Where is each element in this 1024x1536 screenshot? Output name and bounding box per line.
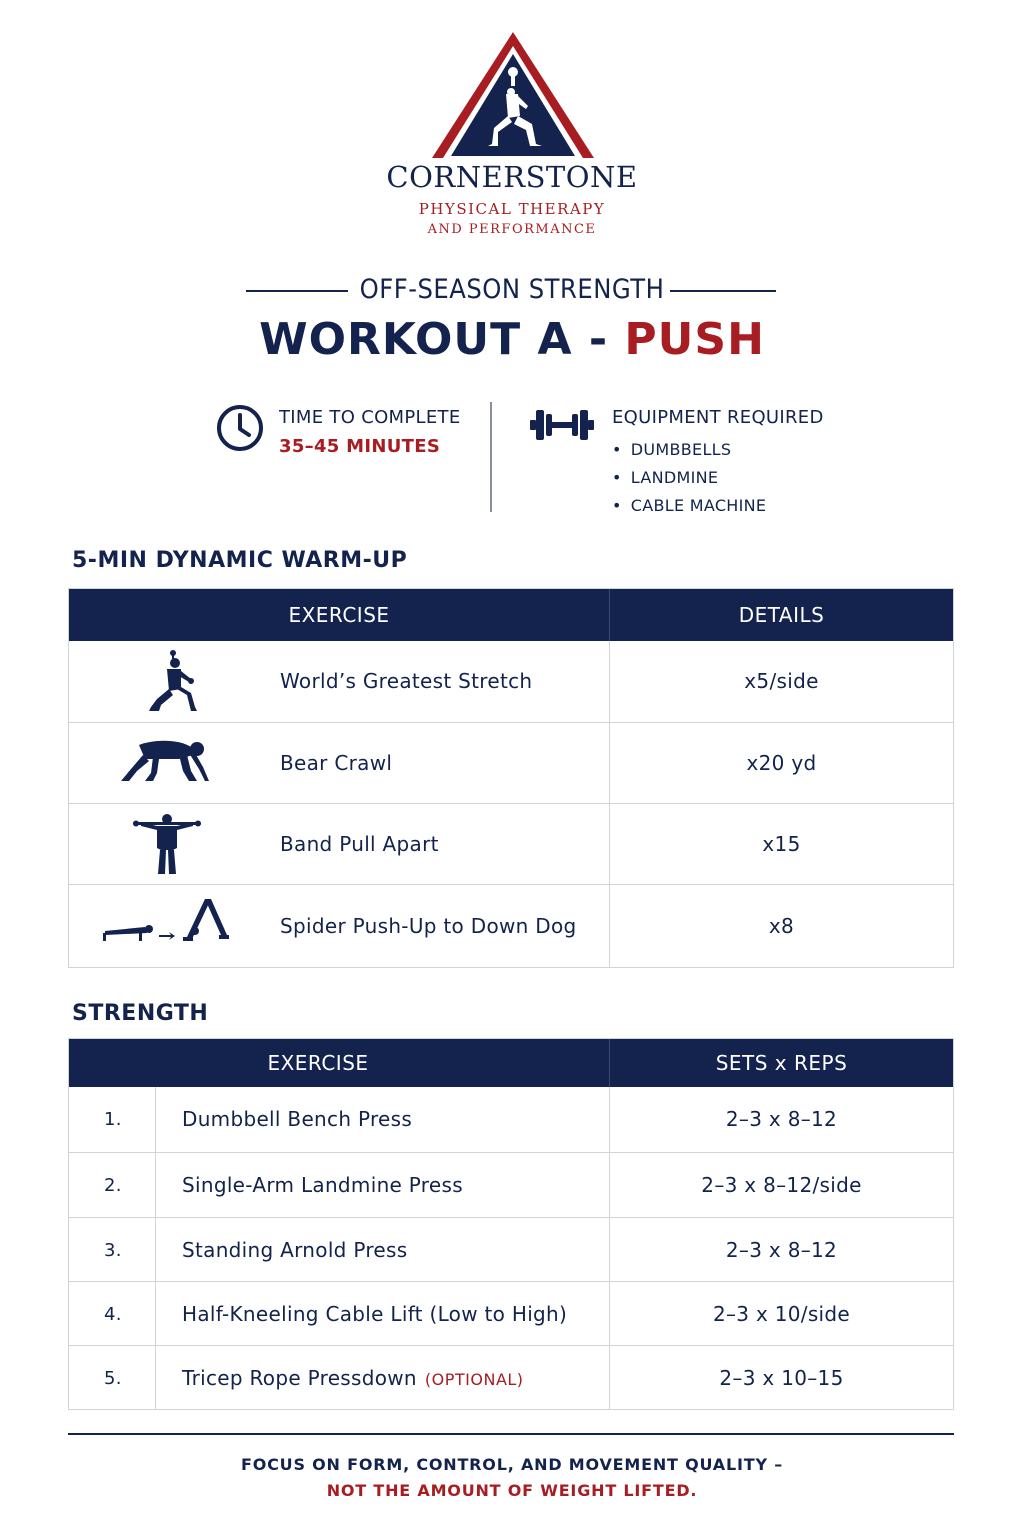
equipment-label: EQUIPMENT REQUIRED	[612, 407, 824, 428]
strength-sets-reps: 2–3 x 8–12	[725, 1107, 838, 1131]
warmup-exercise-details: x5/side	[744, 669, 819, 693]
footer-rule	[68, 1433, 954, 1435]
equipment-item: • DUMBBELLS	[612, 438, 766, 466]
footer-note-line-2: NOT THE AMOUNT OF WEIGHT LIFTED.	[326, 1481, 698, 1500]
table-row	[69, 1152, 953, 1217]
time-label: TIME TO COMPLETE	[279, 407, 461, 428]
info-divider	[490, 402, 492, 512]
footer-note-line-1: FOCUS ON FORM, CONTROL, AND MOVEMENT QUALITY –	[240, 1455, 784, 1474]
table-row	[69, 722, 953, 803]
pushup-to-down-dog-icon	[101, 897, 231, 945]
warmup-section-title: 5-MIN DYNAMIC WARM-UP	[72, 548, 408, 573]
strength-table	[68, 1038, 954, 1410]
warmup-exercise-name: World’s Greatest Stretch	[280, 669, 533, 693]
warmup-col-details: DETAILS	[738, 603, 825, 627]
warmup-exercise-details: x15	[762, 832, 801, 856]
warmup-exercise-name: Band Pull Apart	[280, 832, 439, 856]
strength-row-number: 3.	[104, 1240, 122, 1261]
strength-row-number: 2.	[104, 1175, 122, 1196]
title-accent: PUSH	[624, 314, 765, 365]
brand-tagline-1: PHYSICAL THERAPY	[418, 200, 606, 218]
page-subtitle: OFF-SEASON STRENGTH	[359, 274, 665, 305]
warmup-exercise-details: x20 yd	[746, 751, 817, 775]
bear-crawl-icon	[119, 739, 209, 785]
table-row	[69, 803, 953, 884]
strength-section-title: STRENGTH	[72, 1001, 209, 1026]
logo-kettlebell-athlete-icon	[432, 32, 594, 158]
strength-exercise-name: Dumbbell Bench Press	[182, 1107, 413, 1131]
strength-sets-reps: 2–3 x 10/side	[712, 1302, 851, 1326]
table-row	[69, 884, 953, 967]
table-row	[69, 1217, 953, 1281]
strength-exercise-name: Single-Arm Landmine Press	[182, 1173, 463, 1197]
clock-icon	[216, 404, 264, 452]
title-main: WORKOUT A -	[259, 314, 625, 365]
warmup-table	[68, 588, 954, 968]
page-title	[0, 314, 1024, 365]
table-row	[69, 1281, 953, 1345]
warmup-exercise-name: Spider Push-Up to Down Dog	[280, 914, 577, 938]
lunge-stretch-icon	[147, 649, 199, 713]
warmup-exercise-name: Bear Crawl	[280, 751, 393, 775]
equipment-list	[612, 438, 766, 522]
warmup-col-exercise: EXERCISE	[288, 603, 390, 627]
strength-row-number: 5.	[104, 1368, 122, 1389]
optional-badge: (OPTIONAL)	[424, 1370, 524, 1389]
warmup-table-header	[69, 589, 953, 641]
strength-exercise-name	[182, 1366, 524, 1390]
strength-exercise-name: Standing Arnold Press	[182, 1238, 408, 1262]
strength-exercise-label: Tricep Rope Pressdown	[182, 1366, 417, 1390]
strength-col-exercise: EXERCISE	[267, 1051, 369, 1075]
brand-name: CORNERSTONE	[386, 160, 638, 194]
table-row	[69, 641, 953, 722]
band-pull-apart-icon	[133, 812, 201, 876]
equipment-item: • CABLE MACHINE	[612, 494, 766, 522]
strength-table-header	[69, 1039, 953, 1087]
time-value: 35–45 MINUTES	[279, 436, 441, 457]
strength-exercise-name: Half-Kneeling Cable Lift (Low to High)	[182, 1302, 568, 1326]
dumbbell-icon	[530, 406, 594, 444]
warmup-exercise-details: x8	[768, 914, 795, 938]
strength-sets-reps: 2–3 x 10–15	[719, 1366, 844, 1390]
strength-header-divider	[609, 1039, 610, 1087]
brand-tagline-2: AND PERFORMANCE	[427, 222, 597, 237]
strength-col-sets: SETS x REPS	[715, 1051, 848, 1075]
strength-row-number: 1.	[104, 1109, 122, 1130]
table-row	[69, 1087, 953, 1152]
warmup-header-divider	[609, 589, 610, 641]
equipment-item: • LANDMINE	[612, 466, 766, 494]
strength-sets-reps: 2–3 x 8–12/side	[701, 1173, 862, 1197]
strength-sets-reps: 2–3 x 8–12	[725, 1238, 838, 1262]
table-row	[69, 1345, 953, 1409]
strength-row-number: 4.	[104, 1304, 122, 1325]
